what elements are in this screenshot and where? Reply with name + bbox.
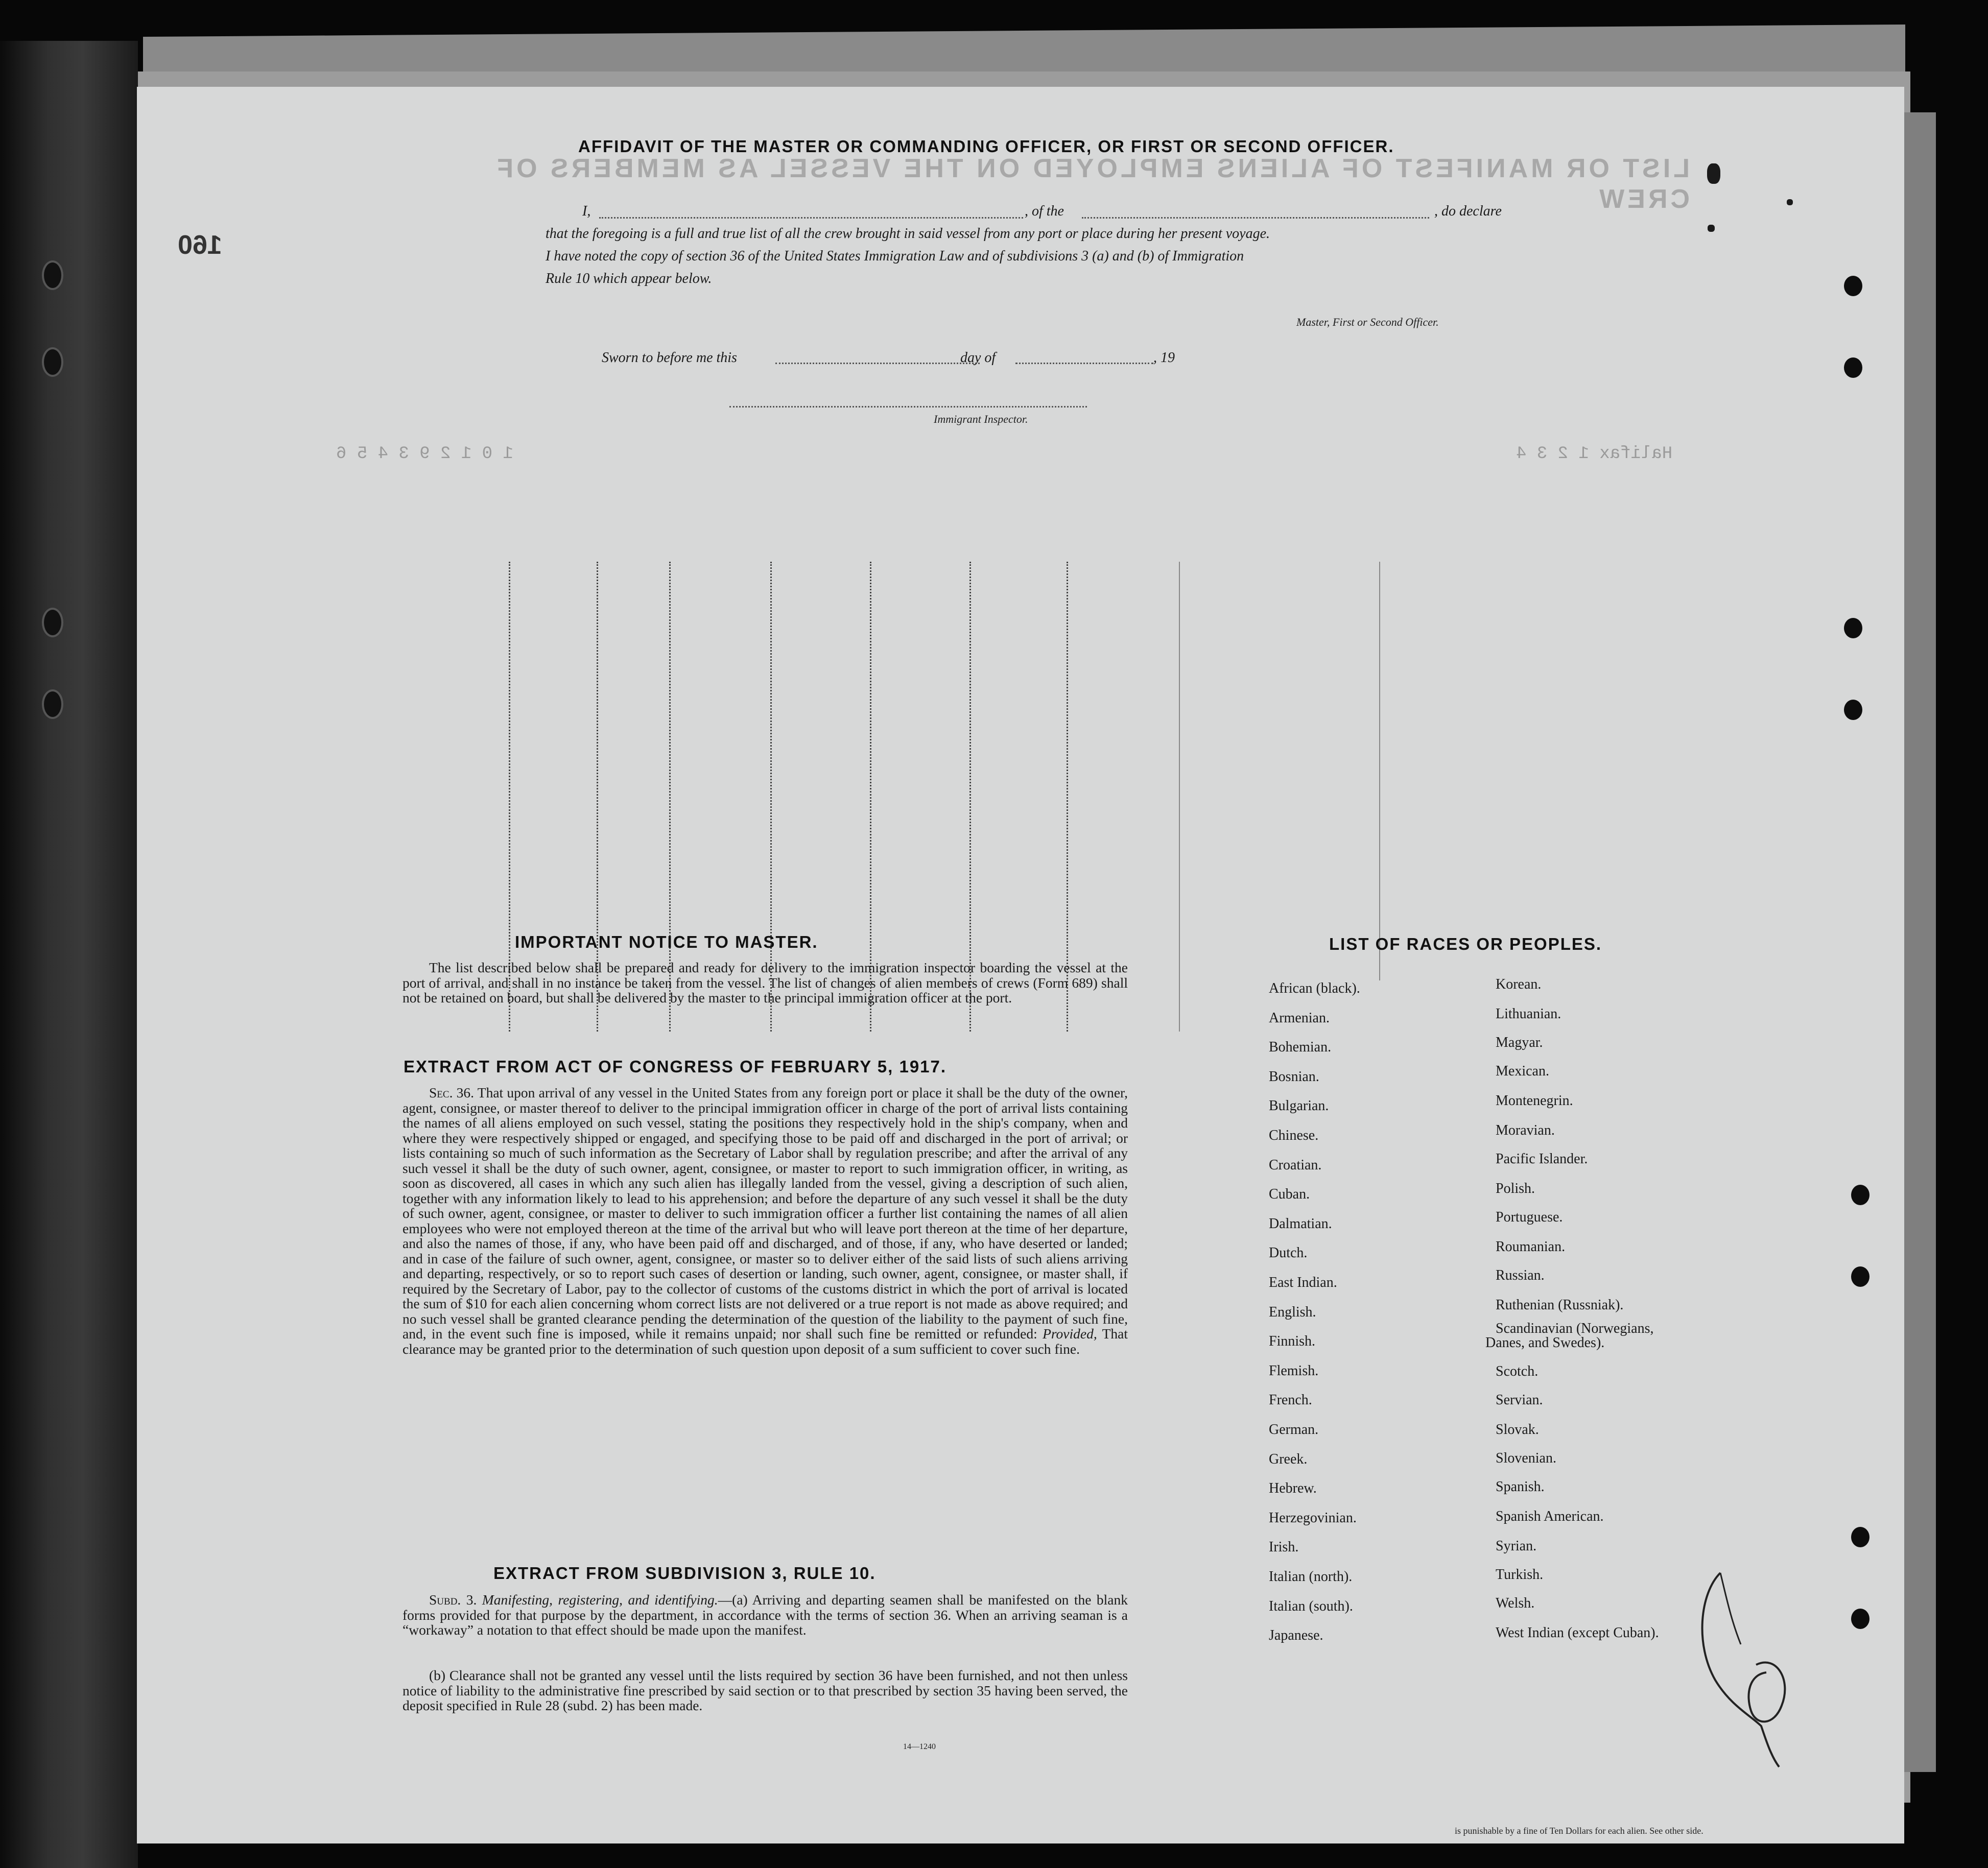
master-signature-label: Master, First or Second Officer. bbox=[1296, 316, 1439, 328]
subd-heading: Manifesting, registering, and identifying. bbox=[482, 1592, 718, 1608]
race-item: Dutch. bbox=[1269, 1245, 1308, 1261]
race-item: Danes, and Swedes). bbox=[1485, 1335, 1605, 1351]
race-item: Slovenian. bbox=[1496, 1450, 1556, 1466]
extract-rule-a bbox=[403, 1592, 1128, 1638]
bleed-through-title: LIST OR MANIFEST OF ALIENS EMPLOYED ON THE VESSEL AS MEMBERS OF CREW bbox=[494, 154, 1690, 214]
race-item: Finnish. bbox=[1269, 1333, 1316, 1350]
race-item: Croatian. bbox=[1269, 1157, 1322, 1173]
race-item: Italian (south). bbox=[1269, 1598, 1353, 1614]
extract-rule-b bbox=[403, 1668, 1128, 1713]
inspector-blank bbox=[729, 406, 1087, 408]
race-item: Chinese. bbox=[1269, 1128, 1319, 1143]
race-item: Mexican. bbox=[1496, 1063, 1549, 1079]
section-36-text-end: That clearance may be granted prior to the determination of such question upon deposit of a sum sufficient to cover such fine. bbox=[403, 1326, 1128, 1357]
binder-hole bbox=[42, 608, 63, 637]
race-item: Spanish. bbox=[1496, 1479, 1545, 1495]
day-of-label: day of bbox=[960, 350, 996, 366]
ink-mark bbox=[1787, 199, 1793, 205]
race-item: Herzegovinian. bbox=[1269, 1510, 1357, 1526]
manifest-page bbox=[137, 87, 1904, 1843]
race-item: German. bbox=[1269, 1422, 1319, 1438]
punch-hole bbox=[1844, 700, 1862, 720]
binder-strip bbox=[0, 41, 138, 1868]
race-item: West Indian (except Cuban). bbox=[1496, 1625, 1659, 1641]
inspector-label: Immigrant Inspector. bbox=[934, 413, 1028, 425]
race-item: Dalmatian. bbox=[1269, 1215, 1332, 1232]
race-item: Ruthenian (Russniak). bbox=[1496, 1297, 1624, 1313]
race-item: Italian (north). bbox=[1269, 1569, 1353, 1585]
race-item: Moravian. bbox=[1496, 1122, 1555, 1138]
subd-text-a: —(a) Arriving and departing seamen shall be manifested on the blank forms provided for that purpose by the department, in accordance with the terms of section 36. When an arriving seaman is a “workaway” a notation to that effect should be made upon the manifest. bbox=[403, 1592, 1128, 1638]
race-item: Magyar. bbox=[1496, 1035, 1543, 1050]
extract-act-title: EXTRACT FROM ACT OF CONGRESS OF FEBRUARY 5, 1917. bbox=[404, 1057, 947, 1076]
affidavit-do-declare: , do declare bbox=[1434, 203, 1502, 219]
race-item: English. bbox=[1269, 1304, 1316, 1320]
race-item: African (black). bbox=[1269, 980, 1360, 996]
affidavit-i-label: I, bbox=[582, 203, 591, 219]
race-item: Servian. bbox=[1496, 1392, 1543, 1408]
binder-hole bbox=[42, 689, 63, 719]
affidavit-line3: I have noted the copy of section 36 of the United States Immigration Law and of subdivisions 3 (a) and (b) of Immigration bbox=[546, 248, 1244, 264]
punch-hole bbox=[1851, 1185, 1869, 1205]
punch-hole bbox=[1844, 357, 1862, 378]
punch-hole bbox=[1851, 1266, 1869, 1287]
race-item: Armenian. bbox=[1269, 1010, 1330, 1026]
race-item: Syrian. bbox=[1496, 1538, 1537, 1554]
race-item: Pacific Islander. bbox=[1496, 1151, 1588, 1167]
handwritten-mark bbox=[1690, 1563, 1802, 1777]
subd-text-b: (b) Clearance shall not be granted any vessel until the lists required by section 36 have been furnished, and not then unless notice of liability to the administrative fine prescribed by said section or to that prescribed by section 35 having been served, the deposit specified in Rule 28 (subd. 2) has been made. bbox=[403, 1667, 1128, 1713]
race-item: Turkish. bbox=[1496, 1567, 1544, 1583]
subd-label: Subd. 3. bbox=[429, 1592, 477, 1608]
column-rule bbox=[1379, 562, 1380, 980]
affidavit-line4: Rule 10 which appear below. bbox=[546, 271, 712, 286]
punch-hole bbox=[1844, 618, 1862, 638]
stamp-number: 160 bbox=[178, 230, 222, 260]
month-blank bbox=[1015, 363, 1153, 364]
race-item: Cuban. bbox=[1269, 1186, 1310, 1203]
race-item: Flemish. bbox=[1269, 1362, 1319, 1379]
notice-text bbox=[403, 960, 1128, 1005]
race-item: Irish. bbox=[1269, 1539, 1299, 1555]
race-item: Welsh. bbox=[1496, 1595, 1535, 1611]
punch-hole bbox=[1851, 1609, 1869, 1629]
race-item: Bulgarian. bbox=[1269, 1098, 1329, 1114]
race-item: Portuguese. bbox=[1496, 1209, 1563, 1225]
race-item: Korean. bbox=[1496, 976, 1542, 992]
section-36-text: That upon arrival of any vessel in the United States from any foreign port or place it shall be the duty of the owner, agent, consignee, or master thereof to deliver to the principal immigration officer in charge of the port of arrival lists containing the names of all aliens employed on such vessel, stating the positions they respectively hold in the ship's company, when and where they were respectively shipped or engaged, and specifying those to be paid off and discharged in the port of arrival; or lists containing so much of such information as the Secretary of Labor shall by regulation prescribe; and after the arrival of any such vessel it shall be the duty of such owner, agent, consignee, or master to report to such immigration officer, in writing, as soon as discovered, all cases in which any such alien has illegally landed from the vessel, giving a description of such alien, together with any information likely to lead to his apprehension; and before the departure of any such vessel it shall be the duty of such owner, agent, consignee, or master to deliver to such immigration officer a further list containing the names of all alien employees who were not employed thereon at the time of the arrival but who will leave port thereon at the time of her departure, and also the names of those, if any, who have been paid off and discharged, and of those, if any, who have deserted or landed; and in case of the failure of such owner, agent, consignee, or master so to deliver either of the said lists of such aliens arriving and departing, respectively, or so to report such cases of desertion or landing, such owner, agent, consignee, or master shall, if required by the Secretary of Labor, pay to the collector of customs of the customs district in which the port of arrival is located the sum of $10 for each alien concerning whom correct lists are not delivered or a true report is not made as above required; and no such vessel shall be granted clearance pending the determination of the question of the liability to the payment of such fine, and, in the event such fine is imposed, while it remains unpaid; nor shall such fine be remitted or refunded: bbox=[403, 1085, 1128, 1342]
punch-hole bbox=[1844, 276, 1862, 296]
day-blank bbox=[775, 363, 980, 364]
notice-body: The list described below shall be prepared and ready for delivery to the immigration inspector boarding the vessel at the port of arrival, and shall in no instance be taken from the vessel. The list of changes of alien members of crews (Form 689) shall not be retained on board, but shall be delivered by the master to the principal immigration officer at the port. bbox=[403, 960, 1128, 1005]
year-label: , 19 bbox=[1153, 350, 1175, 366]
notice-title: IMPORTANT NOTICE TO MASTER. bbox=[515, 932, 818, 951]
punch-hole bbox=[1851, 1527, 1869, 1547]
race-item: Montenegrin. bbox=[1496, 1093, 1573, 1109]
affidavit-line2: that the foregoing is a full and true list of all the crew brought in said vessel from any port or place during her present voyage. bbox=[546, 226, 1270, 242]
bleed-through-text: 1 0 1 2 9 3 4 5 6 bbox=[336, 444, 513, 464]
binder-hole bbox=[42, 260, 63, 290]
race-item: Bohemian. bbox=[1269, 1039, 1332, 1056]
race-item: Scandinavian (Norwegians, bbox=[1496, 1321, 1654, 1336]
sworn-label: Sworn to before me this bbox=[602, 350, 737, 366]
column-rule bbox=[1179, 562, 1180, 1032]
race-item: Bosnian. bbox=[1269, 1068, 1319, 1085]
section-label: Sec. 36. bbox=[429, 1085, 475, 1100]
ink-mark bbox=[1707, 163, 1720, 184]
race-item: Russian. bbox=[1496, 1267, 1545, 1283]
race-item: Slovak. bbox=[1496, 1422, 1539, 1438]
race-item: Scotch. bbox=[1496, 1363, 1539, 1379]
race-item: Roumanian. bbox=[1496, 1239, 1566, 1255]
form-number: 14—1240 bbox=[903, 1742, 936, 1751]
race-item: Greek. bbox=[1269, 1451, 1308, 1467]
vessel-blank bbox=[1082, 217, 1429, 219]
races-title: LIST OF RACES OR PEOPLES. bbox=[1329, 935, 1602, 953]
race-item: Hebrew. bbox=[1269, 1480, 1317, 1497]
extract-rule-title: EXTRACT FROM SUBDIVISION 3, RULE 10. bbox=[493, 1564, 876, 1583]
affidavit-of-the: , of the bbox=[1025, 203, 1064, 219]
race-item: Spanish American. bbox=[1496, 1508, 1604, 1524]
bleed-through-text: Halifax 1 2 3 4 bbox=[1516, 444, 1673, 464]
race-item: French. bbox=[1269, 1392, 1312, 1408]
race-item: Japanese. bbox=[1269, 1627, 1323, 1644]
race-item: Lithuanian. bbox=[1496, 1006, 1561, 1022]
provided-label: Provided, bbox=[1043, 1326, 1097, 1342]
race-item: Polish. bbox=[1496, 1181, 1535, 1196]
affidavit-title: AFFIDAVIT OF THE MASTER OR COMMANDING OFFICER, OR FIRST OR SECOND OFFICER. bbox=[578, 137, 1394, 156]
race-item: East Indian. bbox=[1269, 1275, 1337, 1290]
footer-text: is punishable by a fine of Ten Dollars for each alien. See other side. bbox=[1455, 1826, 1703, 1836]
name-blank bbox=[599, 217, 1023, 219]
extract-act-text bbox=[403, 1085, 1128, 1356]
binder-hole bbox=[42, 347, 63, 377]
ink-mark bbox=[1708, 225, 1715, 232]
